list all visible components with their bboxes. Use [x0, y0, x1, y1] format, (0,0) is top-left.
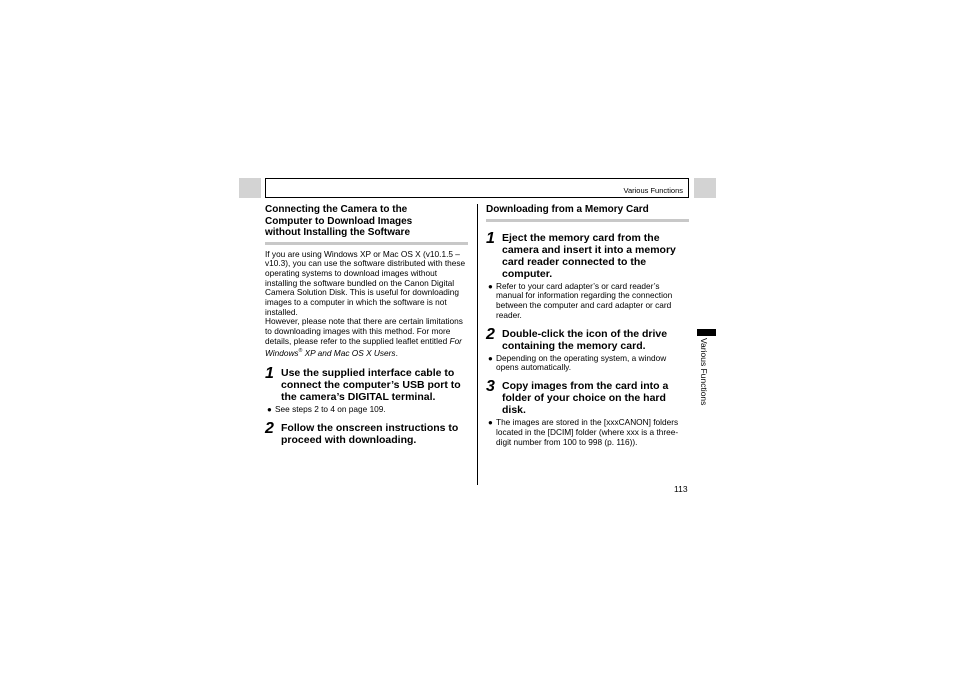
left-column — [265, 204, 468, 446]
bullet-text: Depending on the operating system, a window opens automatically. — [496, 352, 667, 373]
header-corner-left — [239, 178, 261, 198]
step-text: Follow the onscreen instructions to proceed with downloading. — [281, 421, 459, 446]
side-tab-label: Various Functions — [699, 338, 709, 406]
header-title: Various Functions — [623, 186, 683, 195]
left-section-heading: Connecting the Camera to the Computer to Download Images without Installing the Software — [265, 204, 413, 238]
right-step-3 — [486, 380, 689, 416]
step-text: Use the supplied interface cable to connect the computer’s USB port to the camera’s DIGITAL terminal. — [281, 367, 461, 403]
right-column — [486, 204, 689, 448]
right-step-1-bullet — [486, 282, 689, 321]
header-bar — [265, 178, 689, 198]
step-number: 1 — [486, 229, 495, 247]
bullet-dot-icon: ● — [488, 418, 493, 428]
step-number: 2 — [265, 419, 274, 437]
page-number: 113 — [674, 484, 688, 494]
left-step-1 — [265, 367, 468, 403]
bullet-text: Refer to your card adapter’s or card reader’s manual for information regarding the connection between the computer and card adapter or card reader. — [496, 280, 673, 320]
left-step-1-bullet — [265, 405, 468, 415]
step-text: Double-click the icon of the drive containing the memory card. — [502, 327, 668, 352]
right-section-heading: Downloading from a Memory Card — [486, 204, 649, 215]
side-tab-marker — [697, 329, 716, 336]
header-corner-right — [694, 178, 716, 198]
right-step-2 — [486, 325, 689, 352]
right-heading-rule — [486, 219, 689, 222]
left-step-2 — [265, 419, 468, 446]
step-number: 1 — [265, 365, 274, 382]
bullet-text: The images are stored in the [xxxCANON] folders located in the [DCIM] folder (where xxx is a three-digit number from 100 to 998 (p. 116)). — [496, 417, 679, 447]
intro-paragraph-2-text: However, please note that there are certain limitations to downloading images with this method. For more details, please refer to the supplied leaflet entitled — [265, 316, 463, 346]
step-text: Eject the memory card from the camera and insert it into a memory card reader connected to the computer. — [502, 231, 676, 280]
right-step-2-bullet — [486, 354, 689, 374]
bullet-dot-icon: ● — [488, 353, 493, 363]
step-number: 2 — [486, 325, 495, 343]
intro-paragraph-2 — [265, 317, 468, 358]
right-step-1 — [486, 229, 689, 280]
leaflet-title-part2: XP and Mac OS X Users — [302, 347, 396, 358]
column-divider — [477, 204, 478, 485]
bullet-text: See steps 2 to 4 on page 109. — [275, 404, 386, 414]
leaflet-title-part1: For Windows — [265, 335, 462, 358]
bullet-dot-icon: ● — [488, 281, 493, 291]
step-text: Copy images from the card into a folder of your choice on the hard disk. — [502, 380, 669, 417]
left-heading-rule — [265, 242, 468, 245]
right-step-3-bullet — [486, 418, 689, 447]
step-number: 3 — [486, 378, 495, 396]
bullet-dot-icon: ● — [267, 405, 272, 414]
intro-paragraph-1: If you are using Windows XP or Mac OS X (v10.1.5 – v10.3), you can use the software distributed with these operating systems to download images without installing the software bundled on the Canon Digital Camera Solution Disk. This is useful for downloading images to a computer in which the software is not installed. — [265, 248, 466, 317]
registered-mark: ® — [298, 347, 303, 354]
left-intro — [265, 250, 468, 359]
leaflet-end: . — [395, 347, 398, 358]
